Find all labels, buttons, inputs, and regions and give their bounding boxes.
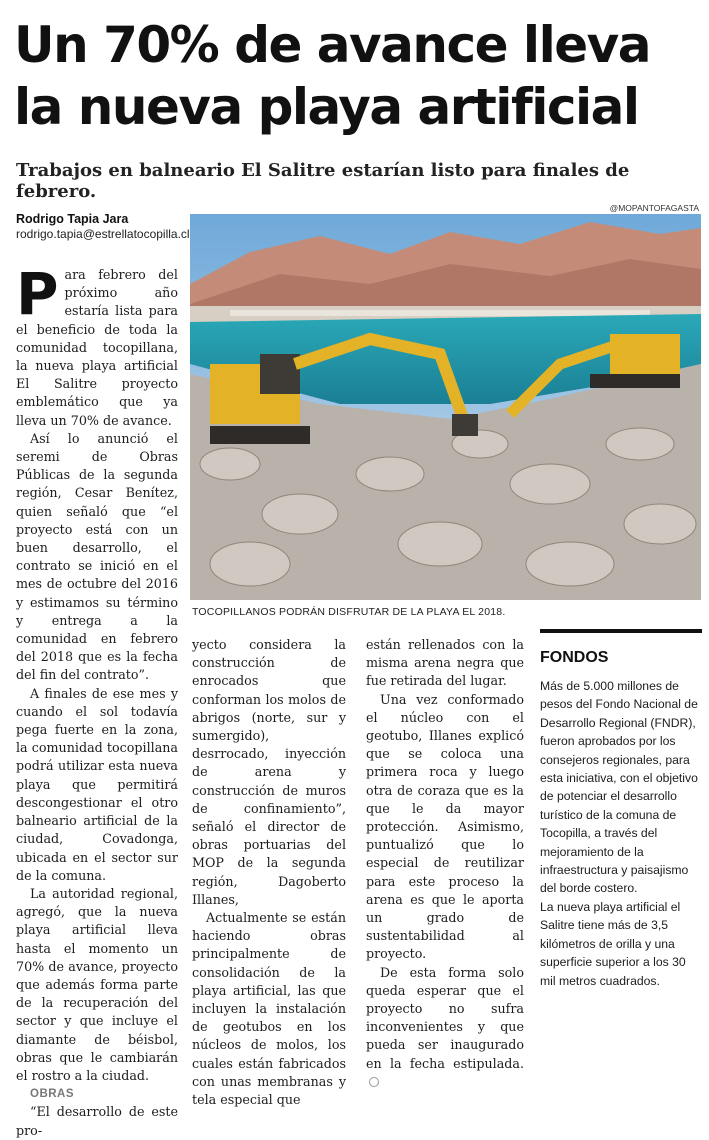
paragraph: A finales de ese mes y cuando el sol todavía pega fuerte en la zona, la comunidad tocopillana podrá utilizar esta nueva playa que permitirá descongestionar el otro balneario artificial de la ciudad, Covadonga, ubicada en el sector sur de la comuna.	[16, 685, 178, 883]
paragraph: Una vez conformado el núcleo con el geotubo, Illanes explicó que se coloca una primera roca y luego otra de coraza que es la que le da mayor protección. Asimismo, puntualizó que lo especial de reutilizar para este proceso la arena es que le aporta un grado de sustentabilidad al proyecto.	[366, 691, 524, 962]
photo-caption: TOCOPILLANOS PODRÁN DISFRUTAR DE LA PLAYA EL 2018.	[192, 606, 506, 618]
paragraph-text: ara febrero del próximo año estaría lista para el beneficio de toda la comunidad tocopillana, la nueva playa artificial El Salitre proyecto emblemático que ya lleva un 70% de avance.	[16, 267, 178, 428]
sidebar-paragraph: La nueva playa artificial el Salitre tiene más de 3,5 kilómetros de orilla y una superficie superior a los 30 mil metros cuadrados.	[540, 899, 686, 988]
paragraph	[366, 964, 524, 1091]
author-email[interactable]: rodrigo.tapia@estrellatocopilla.cl	[16, 227, 190, 241]
article-column-3	[366, 636, 524, 1091]
paragraph: Actualmente se están haciendo obras principalmente de consolidación de la playa artificial, las que incluyen la instalación de geotubos en los núcleos de molos, los cuales están fabricados con unas membranas y tela especial que	[192, 910, 346, 1108]
article-photo	[190, 214, 701, 600]
paragraph	[16, 260, 178, 430]
sidebar-paragraph: Más de 5.000 millones de pesos del Fondo Nacional de Desarrollo Regional (FNDR), fueron aprobados por los consejeros regionales, para esta iniciativa, con el objetivo de potenciar el desarrollo turístico de la comuna de Tocopilla, a través del mejoramiento de la infraestructura y paisajismo del borde costero.	[540, 679, 698, 896]
beach-construction-image	[190, 214, 701, 600]
paragraph: están rellenados con la misma arena negra que fue retirada del lugar.	[366, 637, 524, 689]
deck-subtitle: Trabajos en balneario El Salitre estarían listo para finales de febrero.	[16, 160, 630, 202]
photo-credit: @MOPANTOFAGASTA	[609, 203, 699, 213]
author-name: Rodrigo Tapia Jara	[16, 212, 129, 226]
article-column-2	[192, 636, 346, 1109]
paragraph: yecto considera la construcción de enrocados que conforman los molos de abrigos (norte, sur y sumergido), desrrocado, inyección de arena y construcción de muros de confinamiento”, señaló el director de obras portuarias del MOP de la segunda región, Dagoberto Illanes,	[192, 637, 346, 907]
sidebar-title: FONDOS	[540, 649, 609, 666]
sidebar-box	[540, 629, 702, 990]
drop-cap: P	[16, 260, 59, 328]
paragraph-text: De esta forma solo queda esperar que el proyecto no sufra inconvenientes y que pueda ser inaugurado en la fecha estipulada.	[366, 964, 524, 1071]
end-mark-icon	[369, 1077, 379, 1087]
headline: Un 70% de avance lleva la nueva playa artificial	[14, 16, 650, 136]
paragraph: Así lo anunció el seremi de Obras Públicas de la segunda región, Cesar Benítez, quien señaló que “el proyecto está con un buen desarrollo, el contrato se inició en el mes de octubre del 2016 y estimamos su término y entrega a la comunidad en febrero del 2018 que es la fecha del fin del contrato”.	[16, 430, 178, 683]
article-column-1	[16, 260, 178, 1140]
section-subhead: OBRAS	[30, 1088, 75, 1101]
paragraph: La autoridad regional, agregó, que la nueva playa artificial lleva hasta el momento un 70% de avance, proyecto que además forma parte de la recuperación del sector y que incluye el diamante de béisbol, obras que le cambiarán el rostro a la ciudad.	[16, 885, 178, 1083]
paragraph: “El desarrollo de este pro-	[16, 1104, 178, 1138]
